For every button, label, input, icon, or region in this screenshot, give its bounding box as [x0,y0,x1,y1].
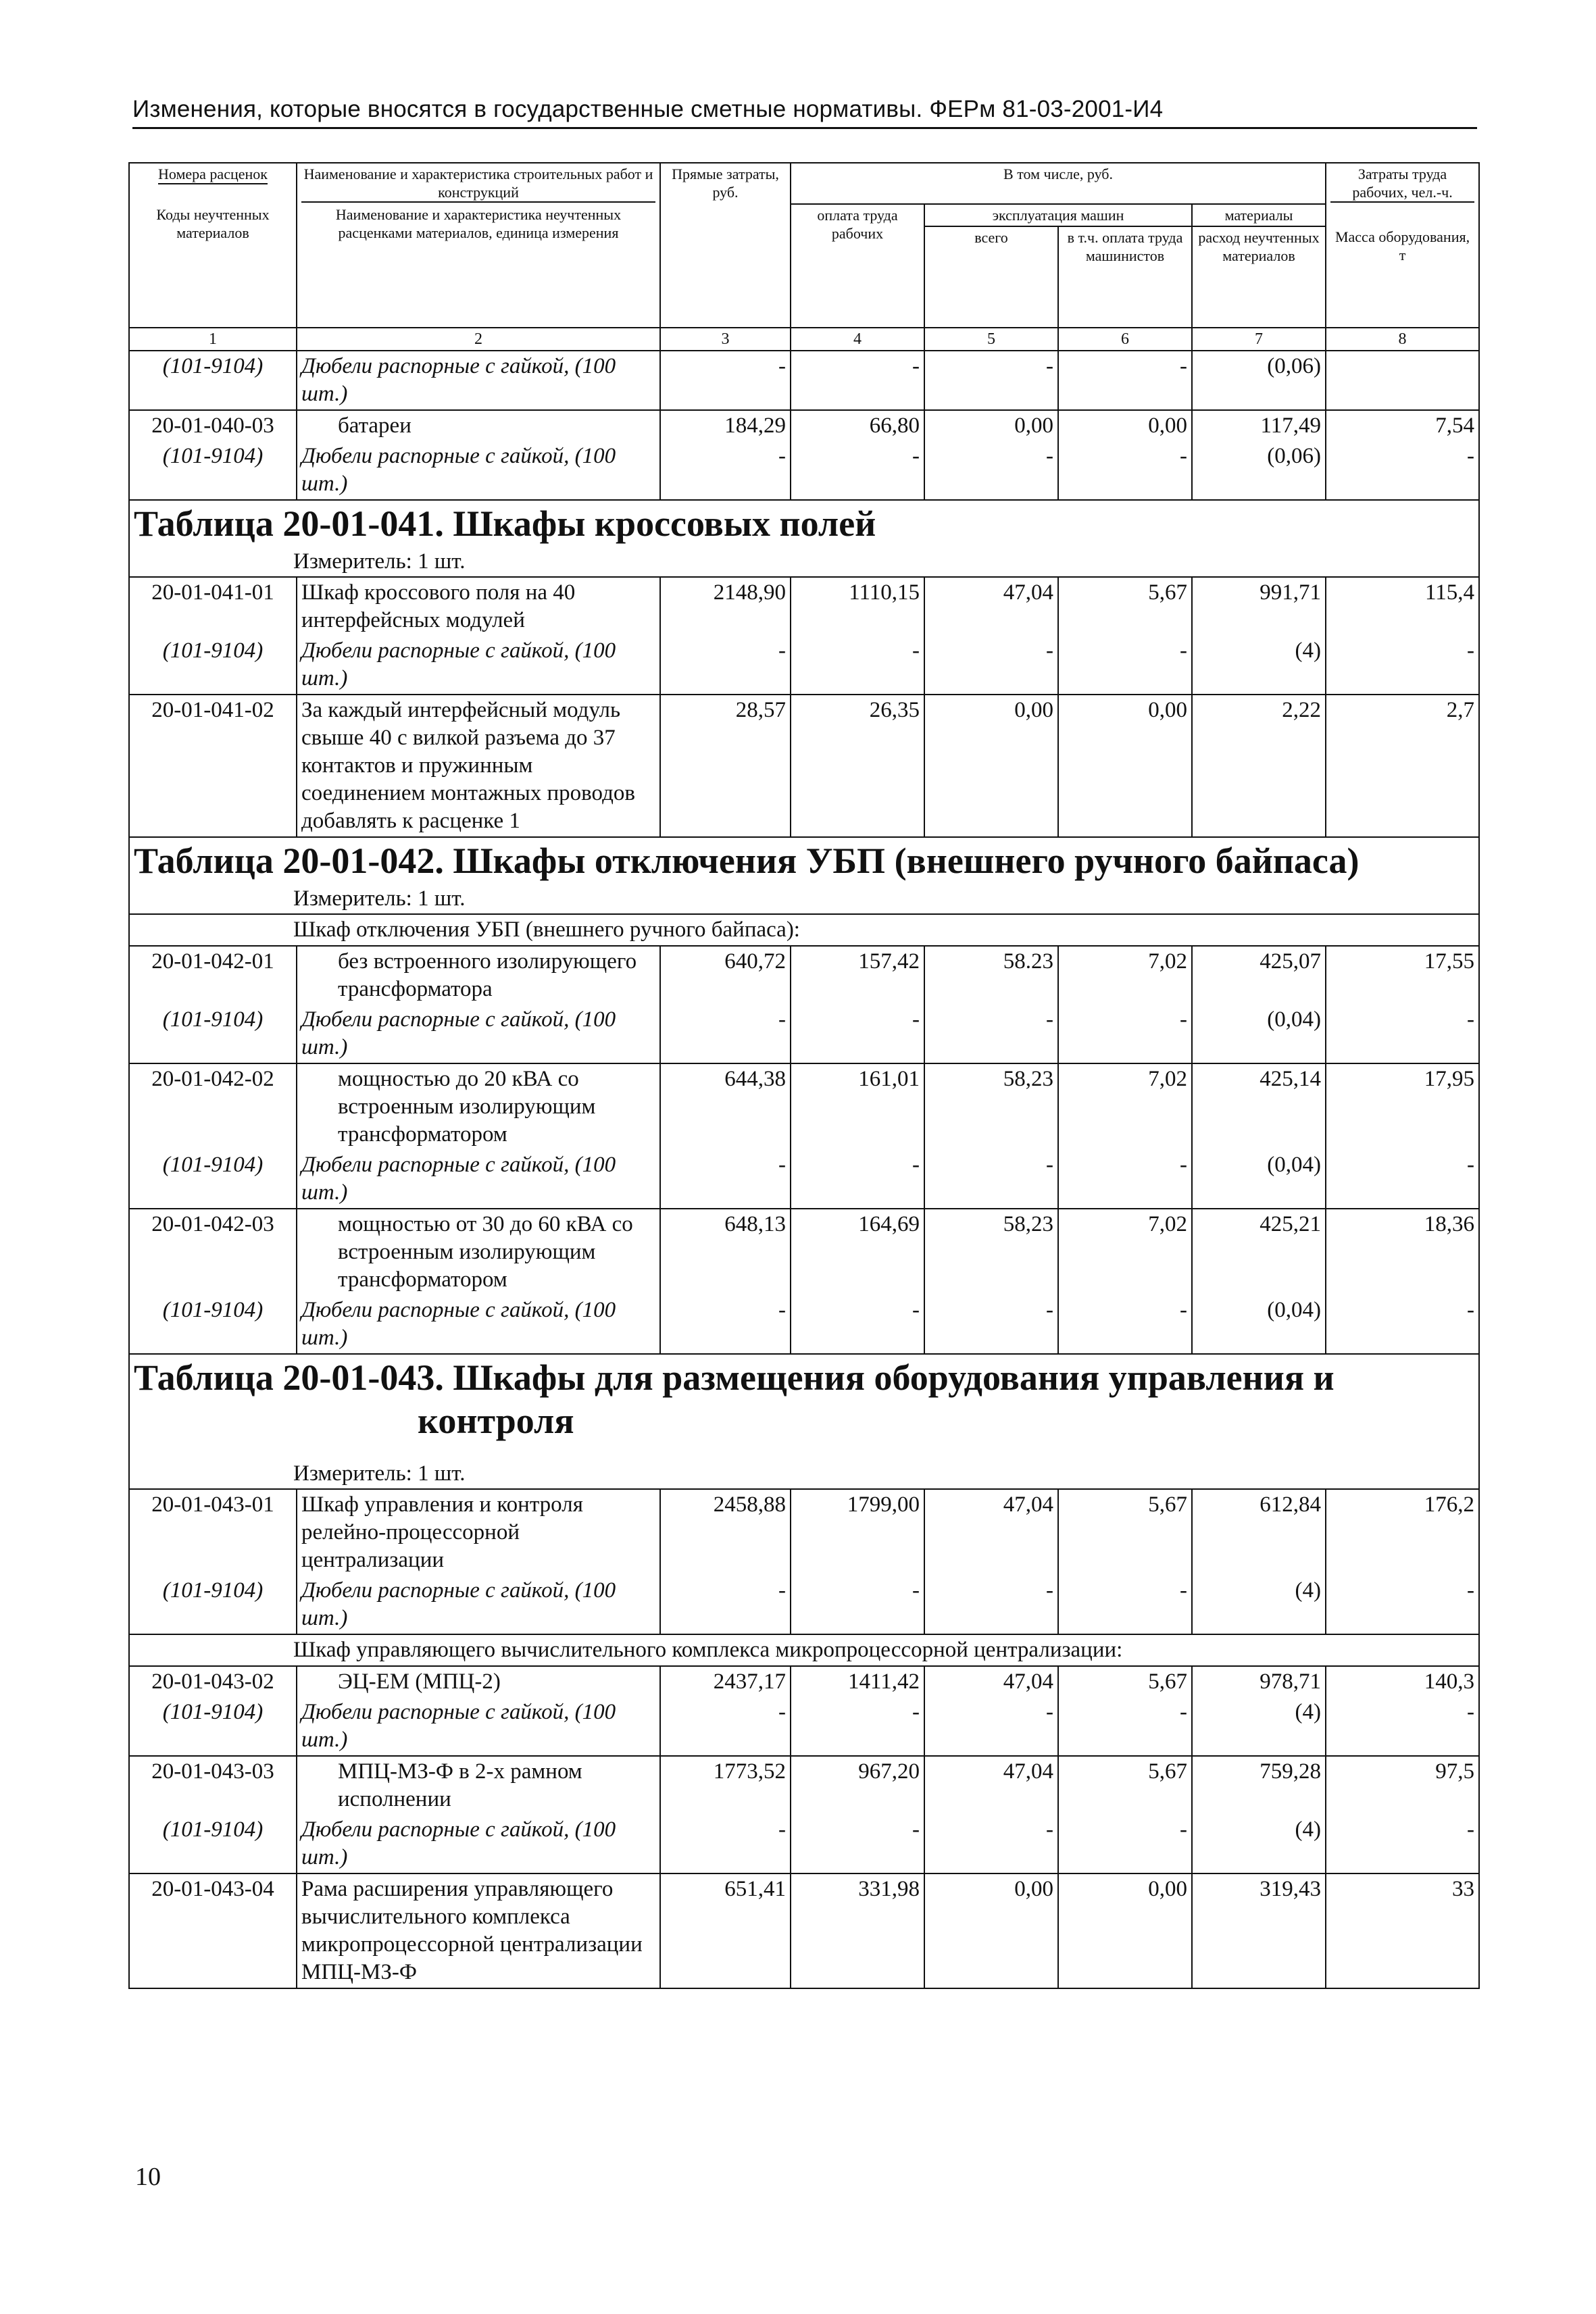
direct-cost-cell: 2148,90 [660,577,791,636]
machinist-wage-cell: 0,00 [1058,410,1192,441]
direct-cost-cell: - [660,1697,791,1756]
wage-cell: - [791,441,924,500]
machinist-wage-cell: 0,00 [1058,695,1192,837]
name-cell: Дюбели распорные с гайкой, (100 шт.) [297,1005,660,1063]
materials-cell: (0,06) [1192,351,1326,410]
machines-cell: 0,00 [924,695,1058,837]
column-number: 3 [660,328,791,351]
wage-cell: - [791,351,924,410]
name-cell: Дюбели распорные с гайкой, (100 шт.) [297,441,660,500]
wage-cell: 967,20 [791,1756,924,1815]
column-numbers-row [129,328,1479,351]
materials-cell: (0,04) [1192,1005,1326,1063]
wage-cell: 1110,15 [791,577,924,636]
material-row [129,636,1479,695]
direct-cost-cell: - [660,636,791,695]
wage-cell: 331,98 [791,1873,924,1988]
col8-bottom-label: Масса оборудования, т [1326,226,1479,328]
wage-cell: - [791,1576,924,1634]
group-label: Шкаф управляющего вычислительного комплекса микропроцессорной централизации: [129,1634,1479,1666]
materials-cell: 425,14 [1192,1063,1326,1150]
machines-cell: - [924,1295,1058,1354]
wage-cell: - [791,1697,924,1756]
table-row [129,1666,1479,1697]
code-cell: (101-9104) [129,1295,297,1354]
machines-cell: 58,23 [924,1209,1058,1295]
table-043-section [129,1354,1479,1489]
machinist-wage-cell: - [1058,1150,1192,1209]
direct-cost-cell: - [660,1576,791,1634]
direct-cost-cell: - [660,351,791,410]
code-cell: (101-9104) [129,1005,297,1063]
materials-cell: 2,22 [1192,695,1326,837]
wage-cell: - [791,1295,924,1354]
labor-cell: - [1326,1815,1479,1873]
labor-cell: - [1326,1576,1479,1634]
top-rows [129,351,1479,500]
direct-cost-cell: - [660,1295,791,1354]
name-cell: батареи [297,410,660,441]
name-cell: Дюбели распорные с гайкой, (100 шт.) [297,351,660,410]
machinist-wage-cell: 5,67 [1058,1489,1192,1576]
materials-cell: 425,07 [1192,946,1326,1005]
unit-label: Измеритель: 1 шт. [129,884,1479,914]
table-041-rows [129,577,1479,837]
materials-cell: 991,71 [1192,577,1326,636]
materials-cell: (4) [1192,1576,1326,1634]
name-cell: Дюбели распорные с гайкой, (100 шт.) [297,1150,660,1209]
code-cell: (101-9104) [129,351,297,410]
wage-cell: 26,35 [791,695,924,837]
direct-cost-cell: 644,38 [660,1063,791,1150]
materials-cell: 612,84 [1192,1489,1326,1576]
machinist-wage-cell: 5,67 [1058,1666,1192,1697]
name-cell: Шкаф управления и контроля релейно-процессорной централизации [297,1489,660,1576]
material-row [129,1150,1479,1209]
materials-cell: 117,49 [1192,410,1326,441]
material-row [129,1005,1479,1063]
materials-label: материалы [1192,204,1326,226]
machines-cell: - [924,351,1058,410]
machinist-wage-cell: - [1058,1295,1192,1354]
unit-label: Измеритель: 1 шт. [129,547,1479,577]
name-cell: Дюбели распорные с гайкой, (100 шт.) [297,1295,660,1354]
table-row [129,577,1479,636]
column-number: 6 [1058,328,1192,351]
materials-cell: 759,28 [1192,1756,1326,1815]
machinist-wage-cell: 7,02 [1058,1063,1192,1150]
machines-cell: 47,04 [924,1756,1058,1815]
wage-cell: 157,42 [791,946,924,1005]
name-cell: без встроенного изолирующего трансформатора [297,946,660,1005]
code-cell: 20-01-041-02 [129,695,297,837]
wage-cell: - [791,1005,924,1063]
machinist-wage-cell: - [1058,1576,1192,1634]
labor-cell: - [1326,441,1479,500]
wage-cell: - [791,1150,924,1209]
direct-cost-cell: - [660,1005,791,1063]
table-title-line-2: контроля [418,1401,574,1441]
machinist-wage-cell: 0,00 [1058,1873,1192,1988]
machinist-wage-cell: 7,02 [1058,946,1192,1005]
code-cell: (101-9104) [129,1150,297,1209]
wage-cell: 66,80 [791,410,924,441]
machinist-wage-cell: - [1058,351,1192,410]
labor-cell: 2,7 [1326,695,1479,837]
wage-cell: 161,01 [791,1063,924,1150]
material-row [129,351,1479,410]
materials-cell: (0,04) [1192,1150,1326,1209]
table-042-section [129,837,1479,946]
incl-label: В том числе, руб. [791,163,1326,204]
code-cell: 20-01-043-02 [129,1666,297,1697]
wage-cell: - [791,1815,924,1873]
table-title: Таблица 20-01-042. Шкафы отключения УБП (внешнего ручного байпаса) [129,837,1479,884]
col3-label: Прямые затраты, руб. [660,163,791,328]
exploitation-label: эксплуатация машин [924,204,1192,226]
material-row [129,1295,1479,1354]
materials-cell: (4) [1192,1815,1326,1873]
column-number: 7 [1192,328,1326,351]
materials-cell: (4) [1192,636,1326,695]
labor-cell: - [1326,636,1479,695]
labor-cell: 17,55 [1326,946,1479,1005]
name-cell: Дюбели распорные с гайкой, (100 шт.) [297,1697,660,1756]
code-cell: (101-9104) [129,441,297,500]
table-row [129,695,1479,837]
code-cell: (101-9104) [129,1576,297,1634]
table-title: Таблица 20-01-041. Шкафы кроссовых полей [129,500,1479,547]
name-cell: ЭЦ-ЕМ (МПЦ-2) [297,1666,660,1697]
code-cell: 20-01-043-01 [129,1489,297,1576]
material-row [129,441,1479,500]
code-cell: (101-9104) [129,1697,297,1756]
machines-cell: - [924,1697,1058,1756]
col8-top-label: Затраты труда рабочих, чел.-ч. [1330,165,1474,203]
machines-cell: 47,04 [924,1666,1058,1697]
wage-cell: - [791,636,924,695]
machinist-wage-cell: 5,67 [1058,1756,1192,1815]
machines-cell: 0,00 [924,410,1058,441]
name-cell: Дюбели распорные с гайкой, (100 шт.) [297,1576,660,1634]
column-number: 1 [129,328,297,351]
page-number: 10 [135,2163,161,2191]
machinist-wage-cell: - [1058,441,1192,500]
materials-cell: (4) [1192,1697,1326,1756]
code-cell: 20-01-041-01 [129,577,297,636]
col2-top-label: Наименование и характеристика строительных работ и конструкций [301,165,655,203]
column-number: 5 [924,328,1058,351]
code-cell: (101-9104) [129,636,297,695]
direct-cost-cell: - [660,1815,791,1873]
code-cell: 20-01-040-03 [129,410,297,441]
labor-cell: 176,2 [1326,1489,1479,1576]
machines-cell: 0,00 [924,1873,1058,1988]
direct-cost-cell: - [660,1150,791,1209]
materials-cell: 319,43 [1192,1873,1326,1988]
direct-cost-cell: 2437,17 [660,1666,791,1697]
table-title-line-1: Таблица 20-01-043. Шкафы для размещения оборудования управления и [134,1357,1335,1398]
name-cell: Рама расширения управляющего вычислительного комплекса микропроцессорной централизации МПЦ-МЗ-Ф [297,1873,660,1988]
table-041-section [129,500,1479,577]
direct-cost-cell: 1773,52 [660,1756,791,1815]
code-cell: 20-01-043-03 [129,1756,297,1815]
header-row-2 [129,204,1479,226]
name-cell: МПЦ-МЗ-Ф в 2-х рамном исполнении [297,1756,660,1815]
name-cell: Дюбели распорные с гайкой, (100 шт.) [297,636,660,695]
column-number: 8 [1326,328,1479,351]
col1-top-label: Номера расценок [158,165,268,184]
unit-label: Измеритель: 1 шт. [129,1444,1479,1489]
estimate-table [128,162,1480,1989]
col5-label: всего [924,226,1058,328]
code-cell: 20-01-043-04 [129,1873,297,1988]
name-cell: Дюбели распорные с гайкой, (100 шт.) [297,1815,660,1873]
labor-cell: - [1326,1295,1479,1354]
materials-cell: (0,06) [1192,441,1326,500]
code-cell: 20-01-042-03 [129,1209,297,1295]
col4-label: оплата труда рабочих [791,204,924,328]
machines-cell: - [924,1005,1058,1063]
machines-cell: - [924,636,1058,695]
machines-cell: - [924,1815,1058,1873]
material-row [129,1815,1479,1873]
machinist-wage-cell: - [1058,1005,1192,1063]
direct-cost-cell: 640,72 [660,946,791,1005]
header-row-1 [129,163,1479,204]
col1-bottom-label: Коды неучтенных материалов [129,204,297,328]
direct-cost-cell: 648,13 [660,1209,791,1295]
labor-cell: 97,5 [1326,1756,1479,1815]
labor-cell [1326,351,1479,410]
machines-cell: 58.23 [924,946,1058,1005]
column-number: 2 [297,328,660,351]
machinist-wage-cell: - [1058,1697,1192,1756]
name-cell: мощностью от 30 до 60 кВА со встроенным изолирующим трансформатором [297,1209,660,1295]
material-row [129,1576,1479,1634]
machines-cell: - [924,1150,1058,1209]
materials-cell: (0,04) [1192,1295,1326,1354]
page-header: Изменения, которые вносятся в государственные сметные нормативы. ФЕРм 81-03-2001-И4 [132,96,1477,129]
direct-cost-cell: 184,29 [660,410,791,441]
table-043-rows-a [129,1489,1479,1634]
wage-cell: 1799,00 [791,1489,924,1576]
table-043-rows-b [129,1666,1479,1988]
labor-cell: 33 [1326,1873,1479,1988]
table-row [129,1489,1479,1576]
table-row [129,1209,1479,1295]
table-row [129,1756,1479,1815]
direct-cost-cell: 28,57 [660,695,791,837]
col2-bottom-label: Наименование и характеристика неучтенных расценками материалов, единица измерения [297,204,660,328]
direct-cost-cell: 651,41 [660,1873,791,1988]
labor-cell: 17,95 [1326,1063,1479,1150]
table-042-rows [129,946,1479,1354]
column-number: 4 [791,328,924,351]
table-row [129,946,1479,1005]
machinist-wage-cell: 7,02 [1058,1209,1192,1295]
table-row [129,1873,1479,1988]
materials-cell: 978,71 [1192,1666,1326,1697]
labor-cell: 115,4 [1326,577,1479,636]
machinist-wage-cell: - [1058,1815,1192,1873]
code-cell: (101-9104) [129,1815,297,1873]
machines-cell: - [924,1576,1058,1634]
material-row [129,1697,1479,1756]
materials-cell: 425,21 [1192,1209,1326,1295]
table-row [129,410,1479,441]
machines-cell: 47,04 [924,577,1058,636]
machinist-wage-cell: 5,67 [1058,577,1192,636]
labor-cell: - [1326,1150,1479,1209]
machines-cell: 58,23 [924,1063,1058,1150]
labor-cell: 7,54 [1326,410,1479,441]
col7-label: расход неучтенных материалов [1192,226,1326,328]
labor-cell: 18,36 [1326,1209,1479,1295]
direct-cost-cell: - [660,441,791,500]
table-row [129,1063,1479,1150]
name-cell: За каждый интерфейсный модуль свыше 40 с вилкой разъема до 37 контактов и пружинным соединением монтажных проводов добавлять к расценке 1 [297,695,660,837]
labor-cell: 140,3 [1326,1666,1479,1697]
machinist-wage-cell: - [1058,636,1192,695]
group-label: Шкаф отключения УБП (внешнего ручного байпаса): [129,914,1479,946]
wage-cell: 164,69 [791,1209,924,1295]
labor-cell: - [1326,1005,1479,1063]
wage-cell: 1411,42 [791,1666,924,1697]
machines-cell: - [924,441,1058,500]
table-title [129,1354,1479,1444]
name-cell: Шкаф кроссового поля на 40 интерфейсных модулей [297,577,660,636]
machines-cell: 47,04 [924,1489,1058,1576]
col6-label: в т.ч. оплата труда машинистов [1058,226,1192,328]
labor-cell: - [1326,1697,1479,1756]
code-cell: 20-01-042-02 [129,1063,297,1150]
direct-cost-cell: 2458,88 [660,1489,791,1576]
code-cell: 20-01-042-01 [129,946,297,1005]
name-cell: мощностью до 20 кВА со встроенным изолирующим трансформатором [297,1063,660,1150]
